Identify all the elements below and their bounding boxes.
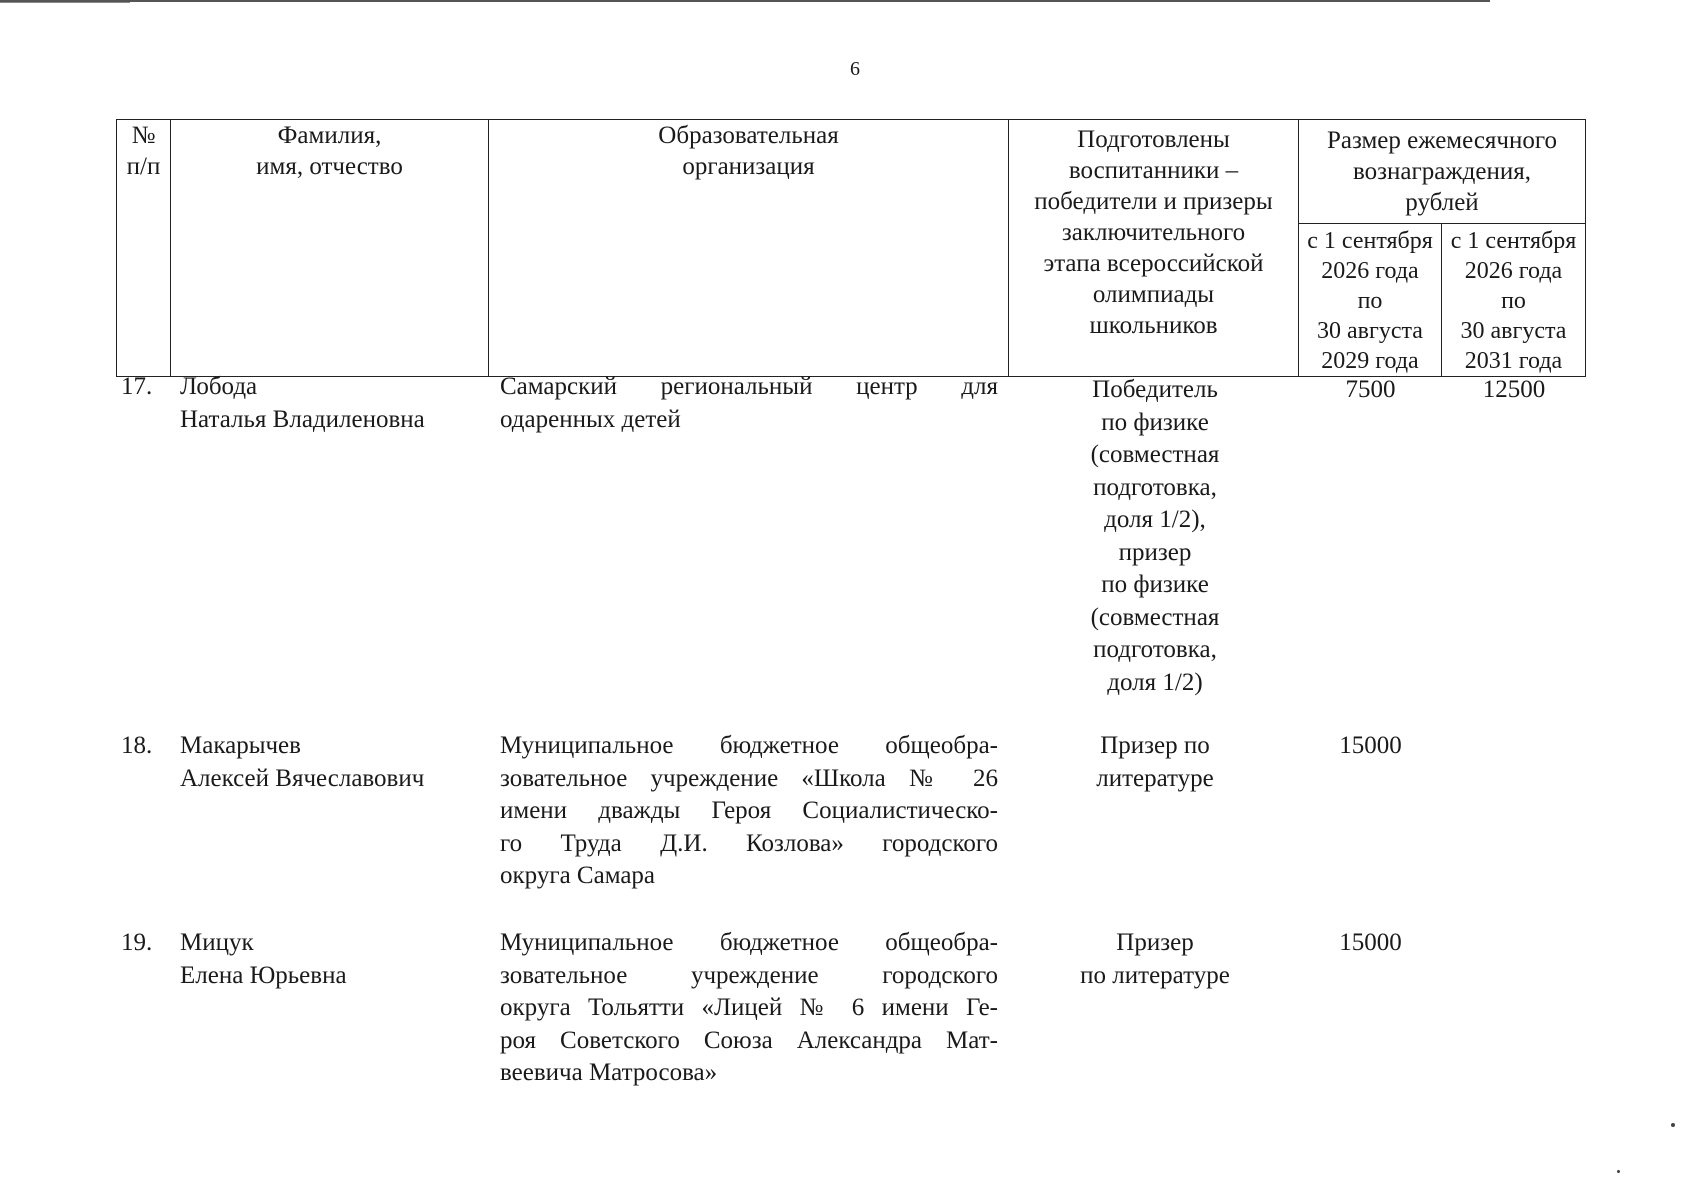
table-header — [116, 119, 1586, 377]
page-number: 6 — [850, 58, 860, 80]
row-number: 18. — [121, 732, 153, 759]
row-number: 17. — [121, 373, 153, 400]
row-fio: Лобода Наталья Владиленовна — [180, 373, 425, 433]
header-period-2029: с 1 сентября 2026 года по 30 августа 2029 года — [1299, 224, 1442, 377]
row-fio: Макарычев Алексей Вячеславович — [180, 732, 425, 792]
scan-top-border-mark — [0, 2, 130, 3]
row-award-2029: 15000 — [1339, 732, 1402, 759]
row-award-2029: 7500 — [1345, 376, 1396, 403]
scan-speck — [1617, 1170, 1620, 1173]
row-organization: Муниципальное бюджетное общеобра- зовательное учреждение городского округа Тольятти «Лицей № 6 имени Ге- роя Советского Союза Александра Мат- веевича Матросова» — [500, 929, 998, 1086]
row-fio: Мицук Елена Юрьевна — [180, 929, 347, 989]
row-achievement: Призер по литературе — [1080, 929, 1230, 989]
header-achievement: Подготовлены воспитанники – победители и призеры заключительного этапа всероссийской олимпиады школьников — [1009, 120, 1299, 377]
header-award: Размер ежемесячного вознаграждения, рублей — [1299, 120, 1586, 224]
scan-speck — [1671, 1123, 1675, 1127]
row-organization: Муниципальное бюджетное общеобра- зовательное учреждение «Школа № 26 имени дважды Героя Социалистическо- го Труда Д.И. Козлова» городского округа Самара — [500, 732, 998, 889]
row-achievement: Призер по литературе — [1096, 732, 1214, 792]
header-period-2031: с 1 сентября 2026 года по 30 августа 2031 года — [1442, 224, 1586, 377]
row-organization: Самарский региональный центр для одаренных детей — [500, 373, 998, 433]
header-num: № п/п — [117, 120, 171, 377]
row-number: 19. — [121, 929, 153, 956]
header-org: Образовательная организация — [489, 120, 1009, 377]
row-achievement: Победитель по физике (совместная подготовка, доля 1/2), призер по физике (совместная подготовка, доля 1/2) — [1090, 376, 1220, 696]
scan-top-border — [0, 0, 1490, 2]
header-fio: Фамилия, имя, отчество — [171, 120, 489, 377]
row-award-2029: 15000 — [1339, 929, 1402, 956]
row-award-2031: 12500 — [1482, 376, 1546, 403]
